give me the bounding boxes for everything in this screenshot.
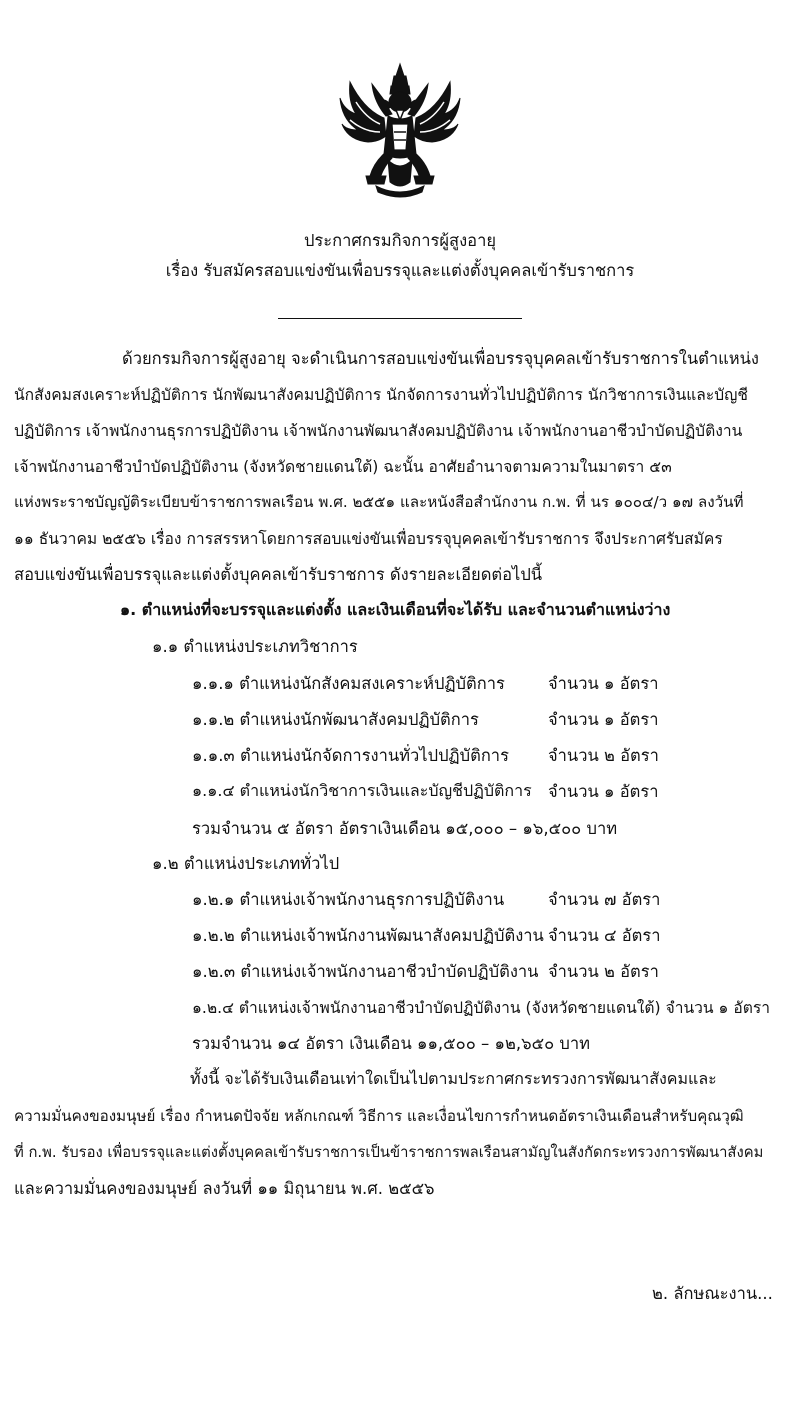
position-item-name: ๑.๒.๒ ตำแหน่งเจ้าพนักงานพัฒนาสังคมปฏิบัติงาน [192, 926, 544, 945]
garuda-emblem-icon [336, 62, 464, 198]
academic-total: รวมจำนวน ๕ อัตรา อัตราเงินเดือน ๑๕,๐๐๐ – ๑๖,๕๐๐ บาท [192, 819, 618, 838]
general-total: รวมจำนวน ๑๔ อัตรา เงินเดือน ๑๑,๕๐๐ – ๑๒,๖๕๐ บาท [192, 1034, 591, 1053]
intro-line-7: สอบแข่งขันเพื่อบรรจุและแต่งตั้งบุคคลเข้ารับราชการ ดังรายละเอียดต่อไปนี้ [14, 565, 543, 584]
position-item-name: ๑.๒.๓ ตำแหน่งเจ้าพนักงานอาชีวบำบัดปฏิบัติงาน [192, 962, 539, 981]
general-category-label: ๑.๒ ตำแหน่งประเภททั่วไป [152, 854, 340, 873]
position-item-name: ๑.๑.๓ ตำแหน่งนักจัดการงานทั่วไปปฏิบัติการ [192, 746, 509, 765]
position-item-name: ๑.๑.๒ ตำแหน่งนักพัฒนาสังคมปฏิบัติการ [192, 710, 479, 729]
section-1-heading: ๑. ตำแหน่งที่จะบรรจุและแต่งตั้ง และเงินเดือนที่จะได้รับ และจำนวนตำแหน่งว่าง [120, 600, 671, 619]
intro-line-1: ด้วยกรมกิจการผู้สูงอายุ จะดำเนินการสอบแข่งขันเพื่อบรรจุบุคคลเข้ารับราชการในตำแหน่ง [122, 349, 759, 368]
academic-category-label: ๑.๑ ตำแหน่งประเภทวิชาการ [152, 637, 358, 656]
position-item-count: จำนวน ๑ อัตรา [548, 782, 659, 801]
next-page-reference: ๒. ลักษณะงาน... [652, 1284, 773, 1303]
intro-line-3: ปฏิบัติการ เจ้าพนักงานธุรการปฏิบัติงาน เจ้าพนักงานพัฒนาสังคมปฏิบัติงาน เจ้าพนักงานอาชีวบำบัดปฏิบัติงาน [14, 422, 743, 440]
position-item-count: จำนวน ๔ อัตรา [548, 926, 661, 945]
closing-line-3: ที่ ก.พ. รับรอง เพื่อบรรจุและแต่งตั้งบุคคลเข้ารับราชการเป็นข้าราชการพลเรือนสามัญในสังกัดกระทรวงการพัฒนาสังคม [14, 1144, 764, 1161]
position-item-name: ๑.๒.๑ ตำแหน่งเจ้าพนักงานธุรการปฏิบัติงาน [192, 890, 505, 909]
announcement-subject: เรื่อง รับสมัครสอบแข่งขันเพื่อบรรจุและแต่งตั้งบุคคลเข้ารับราชการ [165, 261, 635, 280]
closing-line-1: ทั้งนี้ จะได้รับเงินเดือนเท่าใดเป็นไปตามประกาศกระทรวงการพัฒนาสังคมและ [190, 1069, 717, 1088]
closing-line-2: ความมั่นคงของมนุษย์ เรื่อง กำหนดปัจจัย หลักเกณฑ์ วิธีการ และเงื่อนไขการกำหนดอัตราเงินเดือนสำหรับคุณวุฒิ [14, 1107, 744, 1125]
intro-line-6: ๑๑ ธันวาคม ๒๕๕๖ เรื่อง การสรรหาโดยการสอบแข่งขันเพื่อบรรจุบุคคลเข้ารับราชการ จึงประกาศรับสมัคร [14, 530, 723, 548]
announcement-title: ประกาศกรมกิจการผู้สูงอายุ [303, 231, 497, 250]
intro-line-4: เจ้าพนักงานอาชีวบำบัดปฏิบัติงาน (จังหวัดชายแดนใต้) ฉะนั้น อาศัยอำนาจตามความในมาตรา ๕๓ [14, 458, 672, 476]
position-item-name: ๑.๒.๔ ตำแหน่งเจ้าพนักงานอาชีวบำบัดปฏิบัติงาน (จังหวัดชายแดนใต้) จำนวน ๑ อัตรา [192, 999, 770, 1017]
position-item-count: จำนวน ๑ อัตรา [548, 710, 659, 729]
closing-line-4: และความมั่นคงของมนุษย์ ลงวันที่ ๑๑ มิถุนายน พ.ศ. ๒๕๕๖ [14, 1179, 435, 1198]
position-item-count: จำนวน ๒ อัตรา [548, 962, 659, 981]
position-item-count: จำนวน ๗ อัตรา [548, 890, 661, 909]
position-item-count: จำนวน ๒ อัตรา [548, 746, 659, 765]
title-divider [278, 318, 522, 319]
position-item-name: ๑.๑.๑ ตำแหน่งนักสังคมสงเคราะห์ปฏิบัติการ [192, 674, 505, 693]
position-item-count: จำนวน ๑ อัตรา [548, 674, 659, 693]
intro-line-2: นักสังคมสงเคราะห์ปฏิบัติการ นักพัฒนาสังคมปฏิบัติการ นักจัดการงานทั่วไปปฏิบัติการ นักวิชาการเงินและบัญชี [14, 386, 748, 404]
position-item-name: ๑.๑.๔ ตำแหน่งนักวิชาการเงินและบัญชีปฏิบัติการ [192, 781, 532, 800]
intro-line-5: แห่งพระราชบัญญัติระเบียบข้าราชการพลเรือน พ.ศ. ๒๕๕๑ และหนังสือสำนักงาน ก.พ. ที่ นร ๑๐๐๔/ว ๑๗ ลงวันที่ [14, 493, 744, 511]
